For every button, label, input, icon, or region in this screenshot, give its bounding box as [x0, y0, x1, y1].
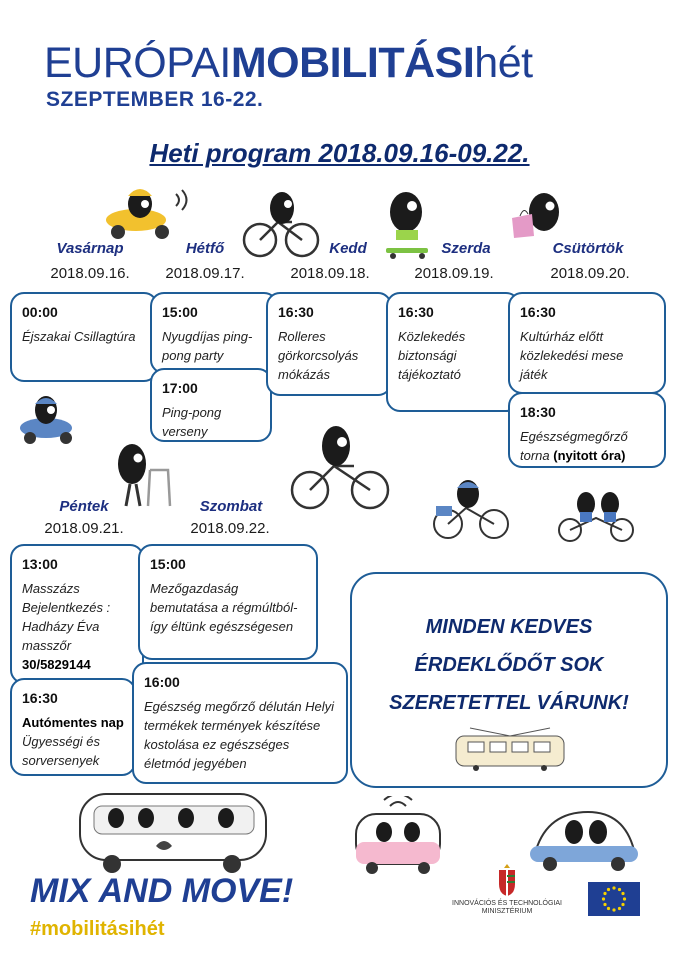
- event-headline: Autómentes nap: [22, 715, 124, 730]
- event-card-saturday-2: [132, 662, 348, 784]
- event-description: Nyugdíjas ping-pong party: [162, 329, 253, 363]
- day-label-saturday: Szombat: [199, 498, 263, 515]
- welcome-line-1: MINDEN KEDVES: [425, 616, 593, 638]
- event-card-tuesday: [266, 292, 392, 396]
- event-time: 16:30: [278, 304, 314, 320]
- day-label-wednesday: Szerda: [441, 240, 491, 257]
- event-time: 16:30: [22, 690, 58, 706]
- event-title: [44, 40, 533, 86]
- event-description: Ügyességi és sorversenyek: [22, 734, 101, 768]
- date-thursday: 2018.09.20.: [550, 265, 630, 282]
- event-description: Éjszakai Csillagtúra: [22, 329, 136, 344]
- skateboarder-illustration: [378, 186, 438, 260]
- helmet-cyclist-illustration: [430, 476, 512, 542]
- event-description: Egészségmegőrző torna: [520, 429, 628, 463]
- event-time: 16:30: [520, 304, 556, 320]
- day-label-thursday: Csütörtök: [552, 240, 624, 257]
- day-label-sunday: Vasárnap: [56, 240, 124, 257]
- event-card-friday-1: [10, 544, 144, 684]
- event-time: 17:00: [162, 380, 198, 396]
- day-label-tuesday: Kedd: [329, 240, 367, 257]
- event-description: Rolleres görkorcsolyás mókázás: [278, 329, 359, 382]
- event-card-thursday-2: [508, 392, 666, 468]
- program-title: Heti program 2018.09.16-09.22.: [149, 138, 530, 168]
- scooter-rider-illustration: [100, 180, 192, 242]
- event-time: 18:30: [520, 404, 556, 420]
- title-prefix: EURÓPAI: [44, 39, 231, 87]
- title-suffix: hét: [474, 39, 533, 87]
- welcome-panel: [350, 572, 668, 788]
- bus-illustration: [76, 786, 272, 876]
- event-card-friday-2: [10, 678, 136, 776]
- slogan: MIX AND MOVE!: [30, 872, 294, 910]
- event-card-monday-2: [150, 368, 272, 442]
- date-friday: 2018.09.21.: [44, 520, 124, 537]
- event-description: Mezőgazdaság bemutatása a régmúltból- így éltünk egészségesen: [150, 581, 298, 634]
- event-dates: SZEPTEMBER 16-22.: [46, 88, 264, 111]
- event-description: Kultúrház előtt közlekedési mese játék: [520, 329, 624, 382]
- hungarian-coat-of-arms-icon: [496, 862, 518, 898]
- welcome-line-3: SZERETETTEL VÁRUNK!: [389, 692, 629, 714]
- event-card-sunday: [10, 292, 158, 382]
- hashtag: #mobilitásihét: [30, 918, 165, 940]
- moped-rider-illustration: [16, 392, 82, 446]
- phone-number: 30/5829144: [22, 657, 91, 672]
- pink-autonomous-bus-illustration: [350, 796, 446, 876]
- event-description: Közlekedés biztonsági tájékoztató: [398, 329, 466, 382]
- event-card-monday-1: [150, 292, 278, 374]
- date-wednesday: 2018.09.19.: [414, 265, 494, 282]
- welcome-line-2: ÉRDEKLŐDŐT SOK: [414, 654, 604, 676]
- blue-car-illustration: [528, 802, 640, 872]
- event-time: 15:00: [162, 304, 198, 320]
- title-bold: MOBILITÁSI: [230, 39, 475, 87]
- cyclist-illustration: [240, 188, 322, 260]
- eu-flag-icon: [588, 882, 640, 916]
- event-description: Ping-pong verseny: [162, 405, 222, 439]
- event-description: Egészség megőrző délután Helyi termékek termények készítése kostolása ez egészséges életmód jegyében: [144, 699, 335, 771]
- date-monday: 2018.09.17.: [165, 265, 245, 282]
- woman-cyclist-illustration: [290, 422, 390, 512]
- date-tuesday: 2018.09.18.: [290, 265, 370, 282]
- event-card-saturday-1: [138, 544, 318, 660]
- event-card-wednesday: [386, 292, 520, 412]
- event-time: 13:00: [22, 556, 58, 572]
- tandem-cyclists-illustration: [556, 488, 636, 544]
- event-time: 16:30: [398, 304, 434, 320]
- event-time: 15:00: [150, 556, 186, 572]
- date-sunday: 2018.09.16.: [50, 265, 130, 282]
- ministry-name: INNOVÁCIÓS ÉS TECHNOLÓGIAI MINISZTÉRIUM: [452, 900, 562, 915]
- event-time: 16:00: [144, 674, 180, 690]
- day-label-monday: Hétfő: [185, 240, 225, 257]
- tram-illustration: [450, 724, 570, 772]
- event-card-thursday-1: [508, 292, 666, 394]
- event-time: 00:00: [22, 304, 58, 320]
- day-label-friday: Péntek: [59, 498, 109, 515]
- date-saturday: 2018.09.22.: [190, 520, 270, 537]
- event-description: Masszázs Bejelentkezés : Hadházy Éva masszőr: [22, 581, 111, 653]
- event-note: (nyitott óra): [553, 448, 626, 463]
